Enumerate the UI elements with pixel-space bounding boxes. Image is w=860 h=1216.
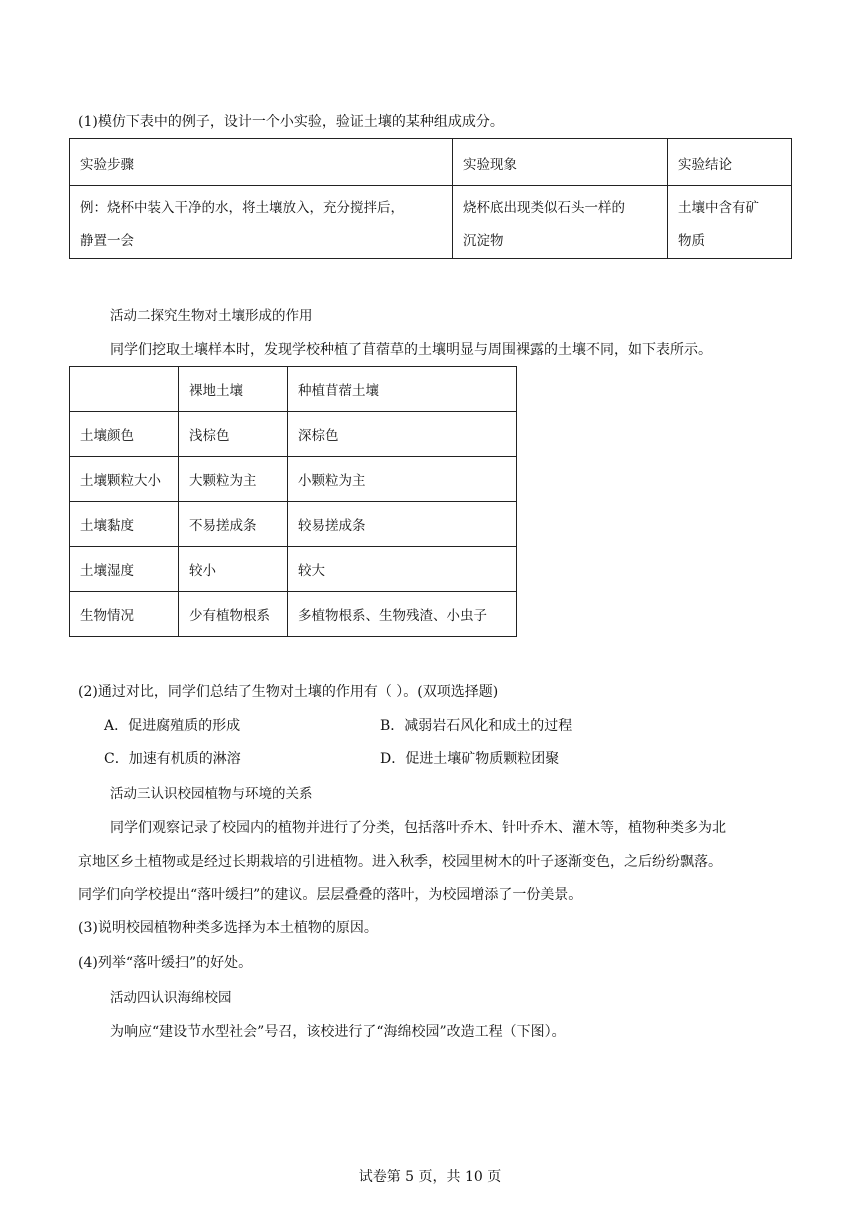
table-row	[70, 592, 517, 637]
page-footer: 试卷第 5 页，共 10 页	[358, 1169, 502, 1185]
soil-comparison-table	[69, 366, 517, 637]
bare-soil-value: 浅棕色	[179, 412, 288, 457]
row-label: 土壤黏度	[70, 502, 179, 547]
activity-2-intro: 同学们挖取土壤样本时，发现学校种植了苜蓿草的土壤明显与周围裸露的土壤不同，如下表所示。	[110, 342, 712, 358]
question-2-prompt: (2)通过对比，同学们总结了生物对土壤的作用有（ ）。(双项选择题)	[78, 684, 499, 700]
table-row	[70, 547, 517, 592]
table-cell-conclusion	[668, 186, 792, 259]
option-a: A．促进腐殖质的形成	[104, 718, 241, 734]
table-header-conclusion: 实验结论	[668, 139, 792, 186]
experiment-table	[69, 138, 792, 259]
activity-3-para-line-3: 同学们向学校提出“落叶缓扫”的建议。层层叠叠的落叶，为校园增添了一份美景。	[78, 887, 583, 903]
table-header-empty	[70, 367, 179, 412]
table-row	[70, 457, 517, 502]
bare-soil-value: 较小	[179, 547, 288, 592]
table-row	[70, 367, 517, 412]
table-row	[70, 502, 517, 547]
option-d: D．促进土壤矿物质颗粒团聚	[380, 751, 560, 767]
row-label: 生物情况	[70, 592, 179, 637]
table-cell-phenomenon	[453, 186, 668, 259]
row-label: 土壤颗粒大小	[70, 457, 179, 502]
phenomenon-line-1: 烧杯底出现类似石头一样的	[463, 200, 625, 216]
table-cell-step	[70, 186, 453, 259]
alfalfa-soil-value: 较大	[288, 547, 517, 592]
option-b: B．减弱岩石风化和成土的过程	[380, 718, 573, 734]
activity-4-intro: 为响应“建设节水型社会”号召，该校进行了“海绵校园”改造工程（下图）。	[110, 1024, 566, 1040]
question-1-prompt: (1)模仿下表中的例子，设计一个小实验，验证土壤的某种组成成分。	[78, 114, 504, 130]
activity-2-title: 活动二探究生物对土壤形成的作用	[110, 308, 313, 324]
row-label: 土壤湿度	[70, 547, 179, 592]
conclusion-line-2: 物质	[678, 233, 705, 249]
conclusion-line-1: 土壤中含有矿	[678, 200, 759, 216]
activity-3-title: 活动三认识校园植物与环境的关系	[110, 786, 313, 802]
question-3-prompt: (3)说明校园植物种类多选择为本土植物的原因。	[78, 920, 378, 936]
step-line-1: 例：烧杯中装入干净的水，将土壤放入，充分搅拌后，	[80, 200, 404, 216]
activity-3-para-line-2: 京地区乡土植物或是经过长期栽培的引进植物。进入秋季，校园里树木的叶子逐渐变色，之后纷纷飘落。	[78, 854, 722, 870]
option-c: C．加速有机质的淋溶	[104, 751, 241, 767]
table-row	[70, 412, 517, 457]
activity-3-para-line-1: 同学们观察记录了校园内的植物并进行了分类，包括落叶乔木、针叶乔木、灌木等，植物种类多为北	[110, 820, 726, 836]
table-header-step: 实验步骤	[70, 139, 453, 186]
phenomenon-line-2: 沉淀物	[463, 233, 504, 249]
row-label: 土壤颜色	[70, 412, 179, 457]
alfalfa-soil-value: 深棕色	[288, 412, 517, 457]
alfalfa-soil-value: 较易搓成条	[288, 502, 517, 547]
alfalfa-soil-value: 多植物根系、生物残渣、小虫子	[288, 592, 517, 637]
activity-4-title: 活动四认识海绵校园	[110, 990, 232, 1006]
question-4-prompt: (4)列举“落叶缓扫”的好处。	[78, 955, 253, 971]
bare-soil-value: 不易搓成条	[179, 502, 288, 547]
alfalfa-soil-value: 小颗粒为主	[288, 457, 517, 502]
bare-soil-value: 少有植物根系	[179, 592, 288, 637]
step-line-2: 静置一会	[80, 233, 134, 249]
table-header-alfalfa-soil: 种植苜蓿土壤	[288, 367, 517, 412]
bare-soil-value: 大颗粒为主	[179, 457, 288, 502]
table-header-bare-soil: 裸地土壤	[179, 367, 288, 412]
table-header-phenomenon: 实验现象	[453, 139, 668, 186]
